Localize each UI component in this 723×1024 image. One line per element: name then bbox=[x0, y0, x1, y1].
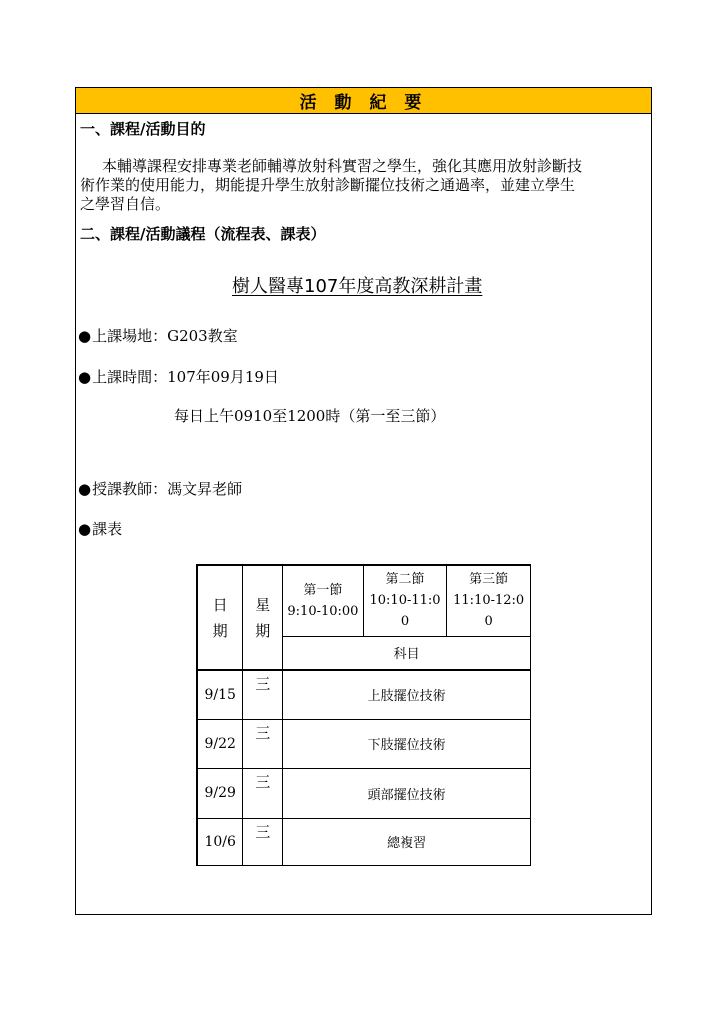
row-subject: 總複習 bbox=[283, 818, 531, 865]
period-3-time-1: 11:10-12:0 bbox=[453, 593, 525, 609]
header-bar bbox=[76, 88, 651, 114]
period-2-time-2: 0 bbox=[400, 614, 410, 630]
period-1-name: 第一節 bbox=[303, 582, 343, 598]
location-line bbox=[78, 325, 238, 346]
bullet-icon: ● bbox=[78, 368, 92, 386]
row-subject: 下肢擺位技術 bbox=[283, 719, 531, 768]
location-label: 上課場地： bbox=[92, 327, 168, 345]
daily-time-line: 每日上午0910至1200時（第一至三節） bbox=[174, 407, 446, 425]
row-date: 9/15 bbox=[197, 670, 243, 719]
section1-line-3: 之學習自信。 bbox=[80, 195, 171, 213]
schedule-label: 課表 bbox=[92, 520, 123, 538]
header-title: 活 動 紀 要 bbox=[299, 93, 428, 113]
row-day: 三 bbox=[243, 719, 283, 768]
bullet-icon: ● bbox=[78, 327, 92, 345]
location-value: G203教室 bbox=[167, 327, 238, 345]
table-row bbox=[197, 818, 531, 865]
section1-line-1: 本輔導課程安排專業老師輔導放射科實習之學生，強化其應用放射診斷技 bbox=[102, 157, 583, 175]
day-header-char-1: 星 bbox=[255, 595, 271, 614]
row-day: 三 bbox=[243, 768, 283, 818]
period-2-name: 第二節 bbox=[385, 572, 425, 588]
period-3-time-2: 0 bbox=[484, 614, 493, 630]
table-row bbox=[197, 670, 531, 719]
row-day: 三 bbox=[243, 670, 283, 719]
period-3-name: 第三節 bbox=[469, 572, 509, 588]
row-subject: 頭部擺位技術 bbox=[283, 768, 531, 818]
day-column-header bbox=[243, 565, 283, 670]
section1-heading: 一、課程/活動目的 bbox=[80, 120, 206, 138]
table-row bbox=[197, 768, 531, 818]
day-header-char-2: 期 bbox=[255, 621, 271, 640]
period-1-time: 9:10-10:00 bbox=[287, 603, 359, 619]
period-1-header bbox=[283, 565, 364, 636]
date-header-char-2: 期 bbox=[212, 621, 228, 640]
time-line bbox=[78, 366, 279, 387]
time-value: 107年09月19日 bbox=[167, 368, 279, 386]
subject-header: 科目 bbox=[283, 636, 531, 670]
table-row bbox=[197, 719, 531, 768]
bullet-icon: ● bbox=[78, 520, 92, 538]
teacher-value: 馮文昇老師 bbox=[167, 480, 243, 498]
period-2-time-1: 10:10-11:0 bbox=[369, 593, 441, 609]
row-subject: 上肢擺位技術 bbox=[283, 670, 531, 719]
section1-line-2: 術作業的使用能力，期能提升學生放射診斷擺位技術之通過率，並建立學生 bbox=[80, 176, 576, 194]
time-label: 上課時間： bbox=[92, 368, 168, 386]
period-2-header bbox=[363, 565, 447, 636]
plan-title: 樹人醫專107年度高教深耕計畫 bbox=[232, 276, 483, 297]
row-date: 10/6 bbox=[197, 818, 243, 865]
date-column-header bbox=[197, 565, 243, 670]
section2-heading: 二、課程/活動議程（流程表、課表） bbox=[80, 225, 326, 243]
row-date: 9/29 bbox=[197, 768, 243, 818]
teacher-label: 授課教師： bbox=[92, 480, 168, 498]
period-3-header bbox=[447, 565, 531, 636]
schedule-table bbox=[196, 564, 531, 866]
teacher-line bbox=[78, 478, 242, 499]
date-header-char-1: 日 bbox=[212, 595, 228, 614]
bullet-icon: ● bbox=[78, 480, 92, 498]
row-date: 9/22 bbox=[197, 719, 243, 768]
row-day: 三 bbox=[243, 818, 283, 865]
schedule-label-line bbox=[78, 518, 122, 539]
